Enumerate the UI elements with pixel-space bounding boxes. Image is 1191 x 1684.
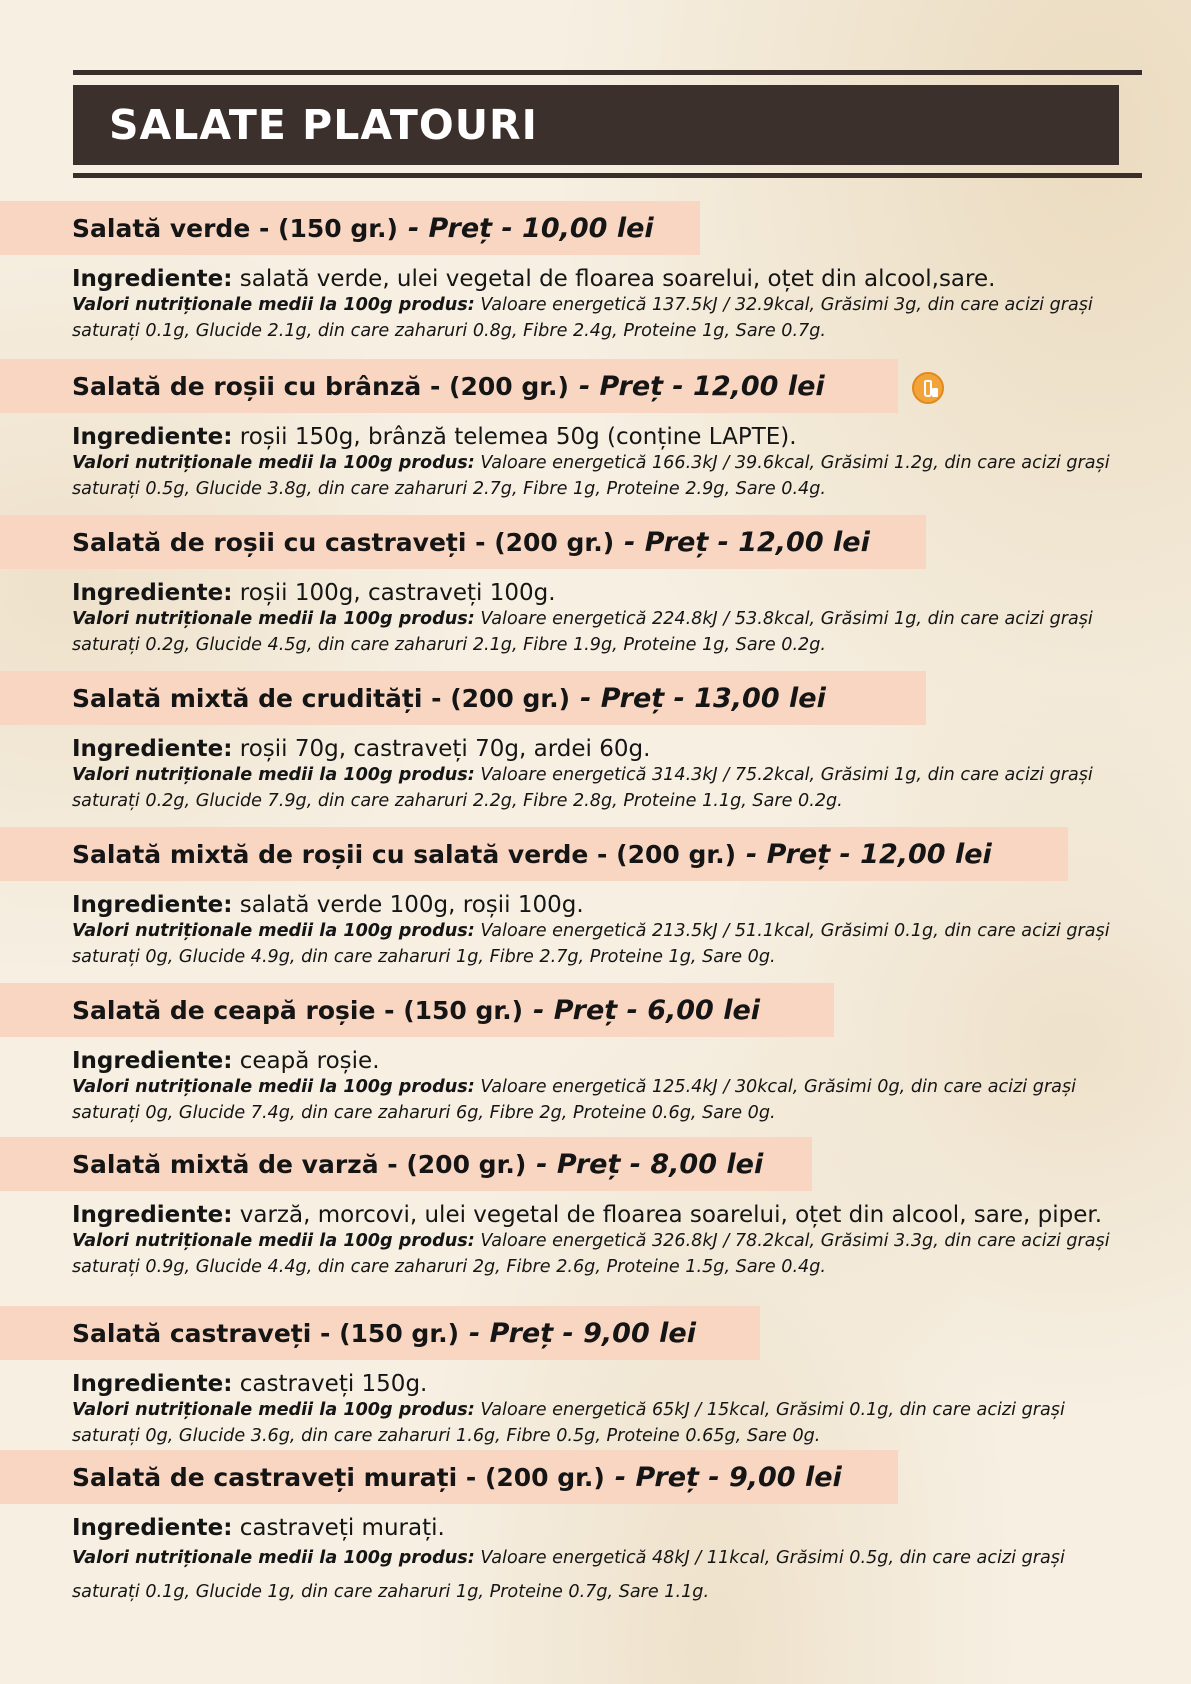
nutrition-text: Valoare energetică 213.5kJ / 51.1kcal, Grăsimi 0.1g, din care acizi grași saturați 0g, Glucide 4.9g, din care zaharuri 1g, Fibre 2.7g, Proteine 1g, Sare 0g. bbox=[72, 921, 1110, 967]
menu-item bbox=[0, 1450, 1191, 1609]
nutrition-text: Valoare energetică 125.4kJ / 30kcal, Grăsimi 0g, din care acizi grași saturați 0g, Glucide 7.4g, din care zaharuri 6g, Fibre 2g, Proteine 0.6g, Sare 0g. bbox=[72, 1077, 1077, 1123]
item-nutrition bbox=[72, 1074, 1121, 1126]
menu-item bbox=[0, 201, 1191, 344]
item-header bbox=[0, 359, 898, 413]
item-name: Salată mixtă de roșii cu salată verde - (200 gr.) bbox=[72, 839, 737, 869]
nutrition-label: Valori nutriționale medii la 100g produs: bbox=[72, 295, 475, 315]
item-header bbox=[0, 827, 1068, 881]
item-ingredients bbox=[72, 1203, 1121, 1228]
item-price: - Preț - 10,00 lei bbox=[407, 212, 654, 244]
nutrition-text: Valoare energetică 65kJ / 15kcal, Grăsimi 0.1g, din care acizi grași saturați 0g, Glucide 3.6g, din care zaharuri 1.6g, Fibre 0.5g, Proteine 0.65g, Sare 0g. bbox=[72, 1400, 1065, 1446]
item-name: Salată verde - (150 gr.) bbox=[72, 213, 398, 243]
item-description bbox=[0, 267, 1191, 344]
ingredients-label: Ingrediente: bbox=[72, 1515, 233, 1541]
item-ingredients bbox=[72, 737, 1121, 762]
item-ingredients bbox=[72, 893, 1121, 918]
item-header bbox=[0, 515, 926, 569]
nutrition-label: Valori nutriționale medii la 100g produs: bbox=[72, 1548, 475, 1568]
item-ingredients bbox=[72, 1516, 1121, 1541]
item-header bbox=[0, 1306, 760, 1360]
menu-item bbox=[0, 671, 1191, 814]
nutrition-label: Valori nutriționale medii la 100g produs: bbox=[72, 453, 475, 473]
item-nutrition bbox=[72, 918, 1121, 970]
page-title: SALATE PLATOURI bbox=[109, 101, 538, 149]
ingredients-text: salată verde, ulei vegetal de floarea soarelui, oțet din alcool,sare. bbox=[239, 266, 996, 292]
item-description bbox=[0, 737, 1191, 814]
ingredients-text: castraveți 150g. bbox=[239, 1371, 428, 1397]
ingredients-text: roșii 150g, brânză telemea 50g (conține LAPTE). bbox=[239, 424, 797, 450]
bottom-rule bbox=[73, 173, 1142, 178]
ingredients-label: Ingrediente: bbox=[72, 892, 233, 918]
item-description bbox=[0, 1516, 1191, 1609]
item-header bbox=[0, 671, 926, 725]
item-description bbox=[0, 1049, 1191, 1126]
ingredients-label: Ingrediente: bbox=[72, 424, 233, 450]
item-nutrition bbox=[72, 762, 1121, 814]
ingredients-text: salată verde 100g, roșii 100g. bbox=[239, 892, 584, 918]
item-ingredients bbox=[72, 425, 1121, 450]
nutrition-label: Valori nutriționale medii la 100g produs: bbox=[72, 1077, 475, 1097]
item-header bbox=[0, 1450, 898, 1504]
item-description bbox=[0, 581, 1191, 658]
nutrition-text: Valoare energetică 166.3kJ / 39.6kcal, Grăsimi 1.2g, din care acizi grași saturați 0.5g, Glucide 3.8g, din care zaharuri 2.7g, Fibre 1g, Proteine 2.9g, Sare 0.4g. bbox=[72, 453, 1110, 499]
item-header bbox=[0, 201, 700, 255]
item-price: - Preț - 8,00 lei bbox=[536, 1148, 764, 1180]
item-price: - Preț - 6,00 lei bbox=[533, 994, 761, 1026]
item-name: Salată de roșii cu brânză - (200 gr.) bbox=[72, 371, 569, 401]
item-ingredients bbox=[72, 267, 1121, 292]
item-description bbox=[0, 1203, 1191, 1280]
menu-item bbox=[0, 1137, 1191, 1280]
item-nutrition bbox=[72, 292, 1121, 344]
nutrition-text: Valoare energetică 48kJ / 11kcal, Grăsimi 0.5g, din care acizi grași saturați 0.1g, Glucide 1g, din care zaharuri 1g, Proteine 0.7g, Sare 1.1g. bbox=[72, 1548, 1065, 1602]
nutrition-text: Valoare energetică 224.8kJ / 53.8kcal, Grăsimi 1g, din care acizi grași saturați 0.2g, Glucide 4.5g, din care zaharuri 2.1g, Fibre 1.9g, Proteine 1g, Sare 0.2g. bbox=[72, 609, 1093, 655]
item-description bbox=[0, 425, 1191, 502]
menu-item bbox=[0, 827, 1191, 970]
item-price: - Preț - 12,00 lei bbox=[746, 838, 992, 870]
menu-item bbox=[0, 983, 1191, 1126]
ingredients-text: ceapă roșie. bbox=[239, 1048, 380, 1074]
item-name: Salată mixtă de crudități - (200 gr.) bbox=[72, 683, 571, 713]
nutrition-text: Valoare energetică 137.5kJ / 32.9kcal, Grăsimi 3g, din care acizi grași saturați 0.1g, Glucide 2.1g, din care zaharuri 0.8g, Fibre 2.4g, Proteine 1g, Sare 0.7g. bbox=[72, 295, 1093, 341]
ingredients-label: Ingrediente: bbox=[72, 580, 233, 606]
nutrition-text: Valoare energetică 314.3kJ / 75.2kcal, Grăsimi 1g, din care acizi grași saturați 0.2g, Glucide 7.9g, din care zaharuri 2.2g, Fibre 2.8g, Proteine 1.1g, Sare 0.2g. bbox=[72, 765, 1093, 811]
item-nutrition bbox=[72, 1541, 1121, 1609]
ingredients-label: Ingrediente: bbox=[72, 1202, 233, 1228]
item-nutrition bbox=[72, 606, 1121, 658]
item-ingredients bbox=[72, 581, 1121, 606]
nutrition-label: Valori nutriționale medii la 100g produs: bbox=[72, 1231, 475, 1251]
milk-allergen-icon bbox=[912, 372, 944, 404]
item-name: Salată mixtă de varză - (200 gr.) bbox=[72, 1149, 527, 1179]
menu-item bbox=[0, 515, 1191, 658]
title-bar bbox=[73, 85, 1119, 165]
item-ingredients bbox=[72, 1049, 1121, 1074]
item-nutrition bbox=[72, 1228, 1121, 1280]
nutrition-text: Valoare energetică 326.8kJ / 78.2kcal, Grăsimi 3.3g, din care acizi grași saturați 0.9g, Glucide 4.4g, din care zaharuri 2g, Fibre 2.6g, Proteine 1.5g, Sare 0.4g. bbox=[72, 1231, 1110, 1277]
item-header bbox=[0, 983, 834, 1037]
item-description bbox=[0, 893, 1191, 970]
top-rule bbox=[73, 70, 1142, 75]
ingredients-text: roșii 100g, castraveți 100g. bbox=[239, 580, 556, 606]
item-nutrition bbox=[72, 450, 1121, 502]
item-name: Salată castraveți - (150 gr.) bbox=[72, 1318, 460, 1348]
item-name: Salată de castraveți murați - (200 gr.) bbox=[72, 1462, 605, 1492]
ingredients-label: Ingrediente: bbox=[72, 1371, 233, 1397]
menu-item bbox=[0, 1306, 1191, 1449]
nutrition-label: Valori nutriționale medii la 100g produs: bbox=[72, 609, 475, 629]
item-name: Salată de ceapă roșie - (150 gr.) bbox=[72, 995, 524, 1025]
item-price: - Preț - 12,00 lei bbox=[624, 526, 870, 558]
ingredients-text: castraveți murați. bbox=[239, 1515, 445, 1541]
item-nutrition bbox=[72, 1397, 1121, 1449]
item-price: - Preț - 12,00 lei bbox=[578, 370, 825, 402]
ingredients-label: Ingrediente: bbox=[72, 1048, 233, 1074]
ingredients-text: varză, morcovi, ulei vegetal de floarea soarelui, oțet din alcool, sare, piper. bbox=[239, 1202, 1103, 1228]
nutrition-label: Valori nutriționale medii la 100g produs: bbox=[72, 1400, 475, 1420]
item-description bbox=[0, 1372, 1191, 1449]
item-header bbox=[0, 1137, 812, 1191]
item-price: - Preț - 13,00 lei bbox=[580, 682, 826, 714]
item-price: - Preț - 9,00 lei bbox=[614, 1461, 842, 1493]
menu-item bbox=[0, 359, 1191, 502]
item-price: - Preț - 9,00 lei bbox=[469, 1317, 696, 1349]
nutrition-label: Valori nutriționale medii la 100g produs: bbox=[72, 765, 475, 785]
item-name: Salată de roșii cu castraveți - (200 gr.) bbox=[72, 527, 615, 557]
ingredients-label: Ingrediente: bbox=[72, 736, 233, 762]
nutrition-label: Valori nutriționale medii la 100g produs: bbox=[72, 921, 475, 941]
item-ingredients bbox=[72, 1372, 1121, 1397]
ingredients-text: roșii 70g, castraveți 70g, ardei 60g. bbox=[239, 736, 651, 762]
ingredients-label: Ingrediente: bbox=[72, 266, 233, 292]
